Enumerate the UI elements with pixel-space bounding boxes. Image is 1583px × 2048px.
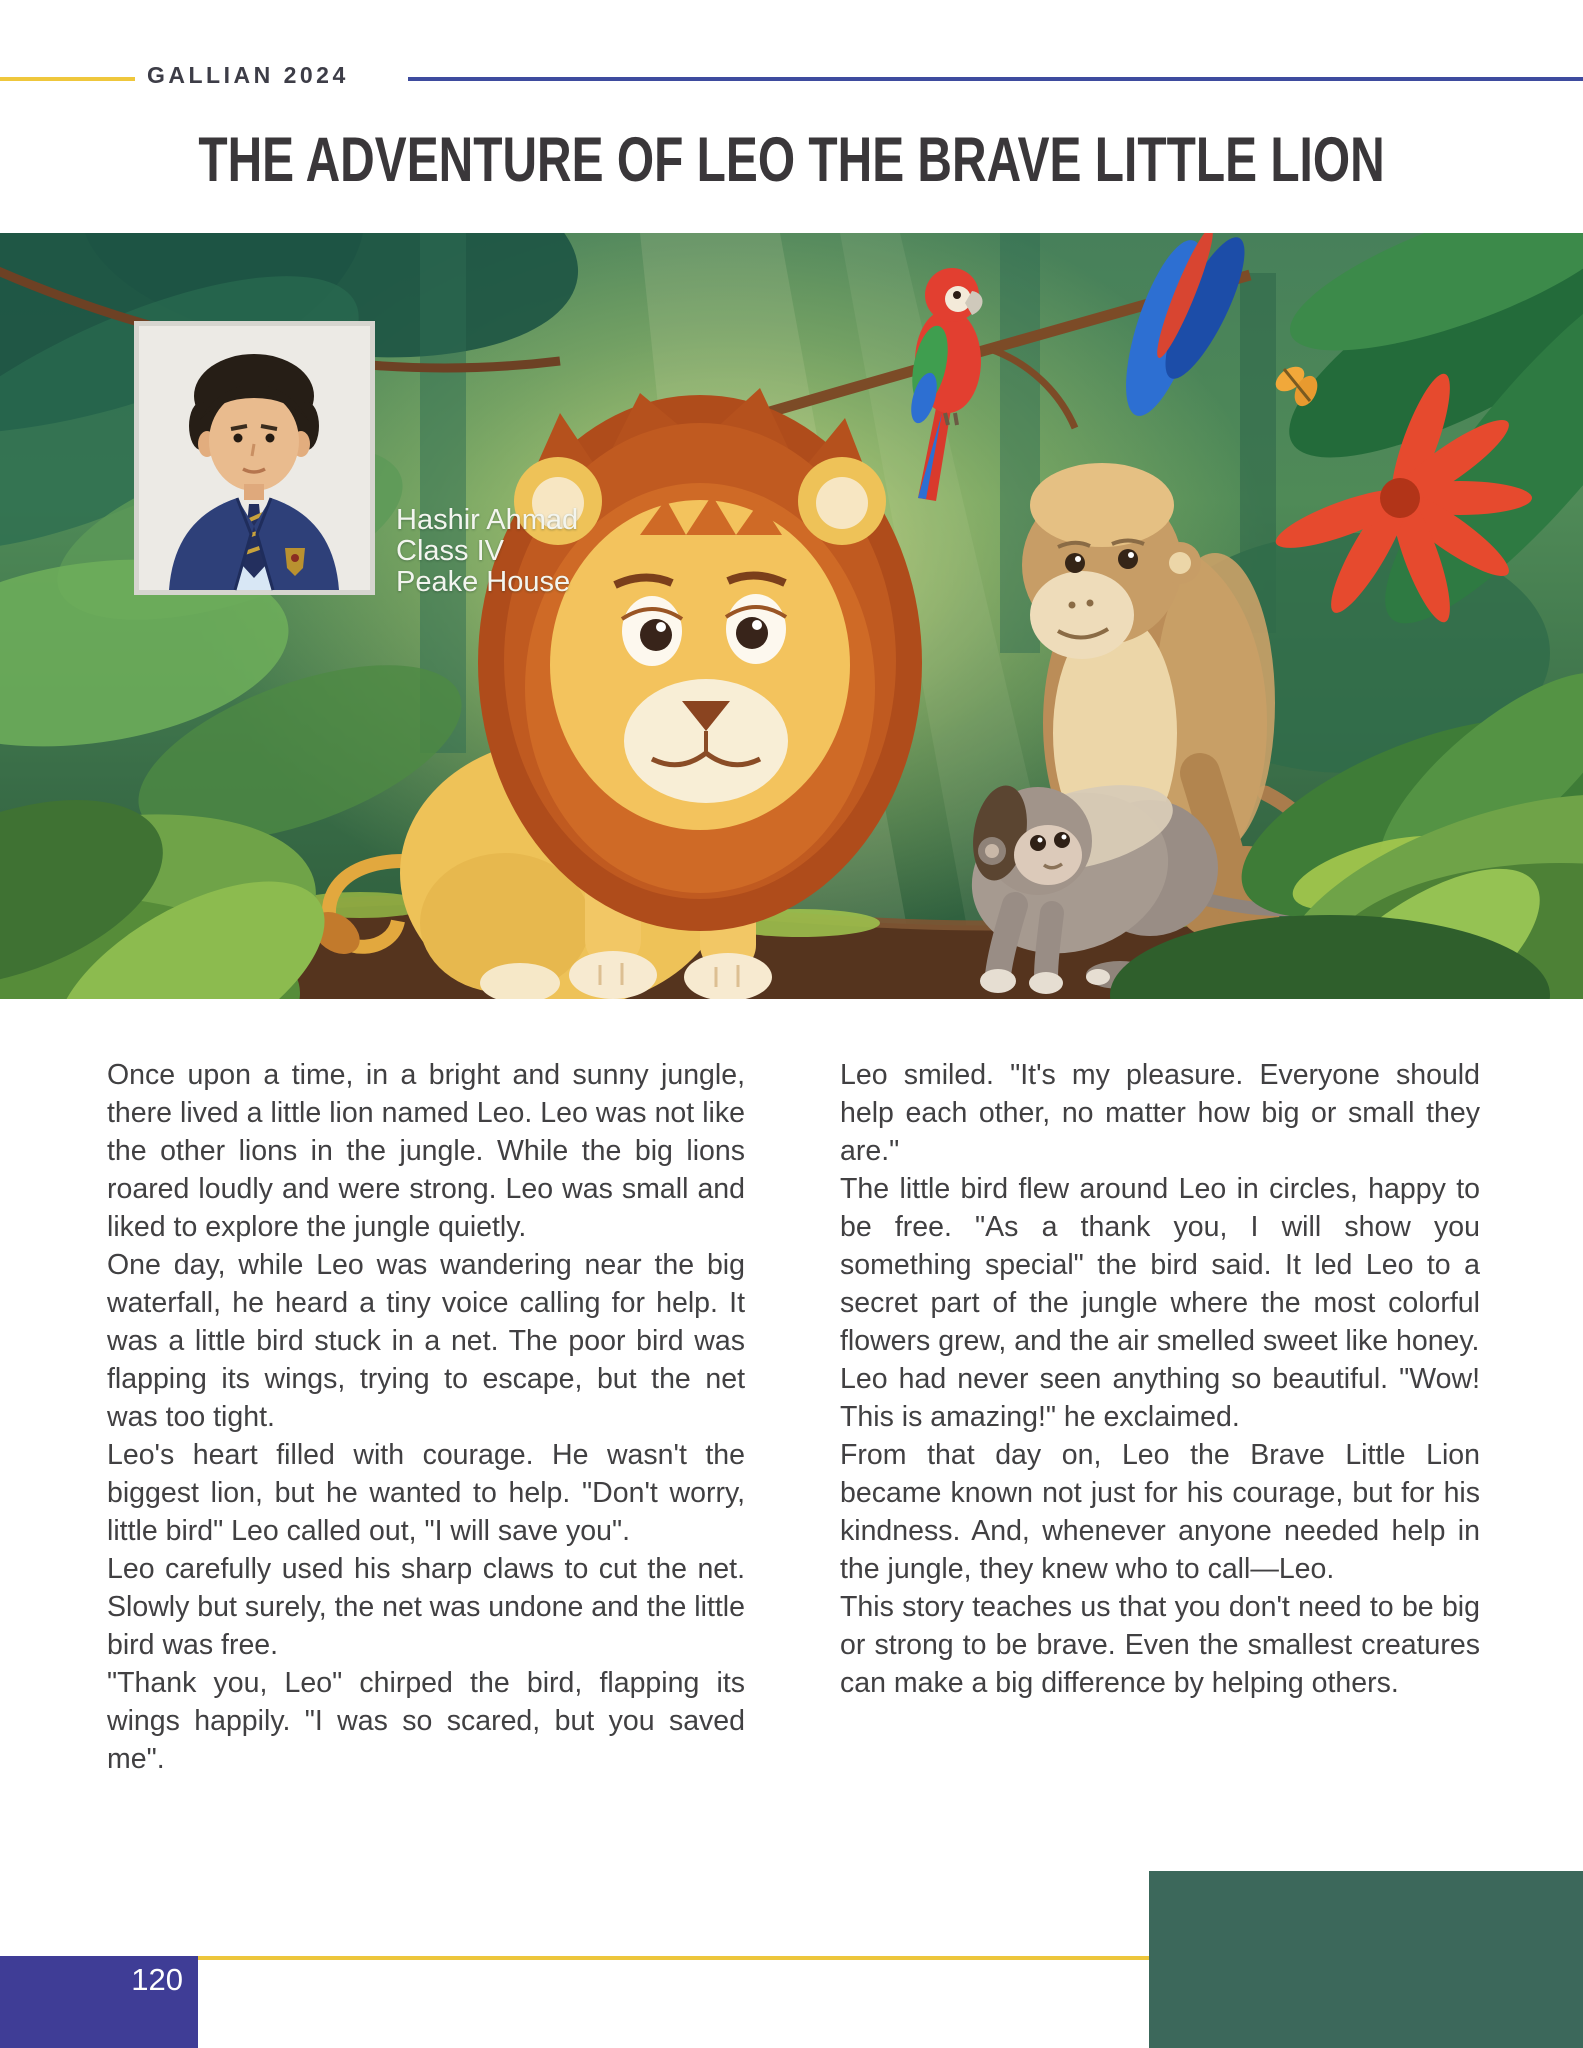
page-number-block <box>0 1956 198 2048</box>
article-title: THE ADVENTURE OF LEO THE BRAVE LITTLE LION <box>198 125 1385 195</box>
author-house: Peake House <box>396 566 571 598</box>
student-photo <box>134 321 375 595</box>
story-column-right <box>840 1056 1480 1702</box>
footer-rule-yellow <box>198 1956 1149 1960</box>
story-paragraph: Leo's heart filled with courage. He wasn't the biggest lion, but he wanted to help. "Don't worry, little bird" Leo called out, "I will save you". <box>107 1439 745 1547</box>
story-paragraph: Leo smiled. "It's my pleasure. Everyone should help each other, no matter how big or small they are." <box>840 1059 1480 1167</box>
story-paragraph: Leo had never seen anything so beautiful. "Wow! This is amazing!" he exclaimed. <box>840 1363 1480 1433</box>
magazine-title: GALLIAN 2024 <box>147 62 349 88</box>
author-class: Class IV <box>396 535 504 567</box>
jungle-illustration <box>0 233 1583 999</box>
hero-illustration <box>0 233 1583 999</box>
header-rule-blue <box>408 77 1583 81</box>
story-paragraph: One day, while Leo was wandering near the big waterfall, he heard a tiny voice calling for help. It was a little bird stuck in a net. The poor bird was flapping its wings, trying to escape, but the net was too tight. <box>107 1249 745 1433</box>
photo-caption <box>396 505 578 598</box>
story-paragraph: This story teaches us that you don't need to be big or strong to be brave. Even the smallest creatures can make a big difference by helping others. <box>840 1591 1480 1699</box>
story-column-left <box>107 1056 745 1778</box>
story-paragraph: "Thank you, Leo" chirped the bird, flapping its wings happily. "I was so scared, but you saved me". <box>107 1667 745 1775</box>
header-rule-yellow <box>0 77 135 81</box>
story-paragraph: From that day on, Leo the Brave Little Lion became known not just for his courage, but for his kindness. And, whenever anyone needed help in the jungle, they knew who to call—Leo. <box>840 1439 1480 1585</box>
story-paragraph: Once upon a time, in a bright and sunny jungle, there lived a little lion named Leo. Leo was not like the other lions in the jungle. While the big lions roared loudly and were strong. Leo was small and liked to explore the jungle quietly. <box>107 1059 745 1243</box>
teal-corner-block <box>1149 1871 1583 2048</box>
story-paragraph: Leo carefully used his sharp claws to cut the net. Slowly but surely, the net was undone and the little bird was free. <box>107 1553 745 1661</box>
page-number: 120 <box>131 1962 183 1997</box>
author-name: Hashir Ahmad <box>396 504 579 536</box>
story-paragraph: The little bird flew around Leo in circles, happy to be free. "As a thank you, I will show you something special" the bird said. It led Leo to a secret part of the jungle where the most colorful flowers grew, and the air smelled sweet like honey. <box>840 1173 1480 1357</box>
article-title-wrap <box>0 125 1583 195</box>
